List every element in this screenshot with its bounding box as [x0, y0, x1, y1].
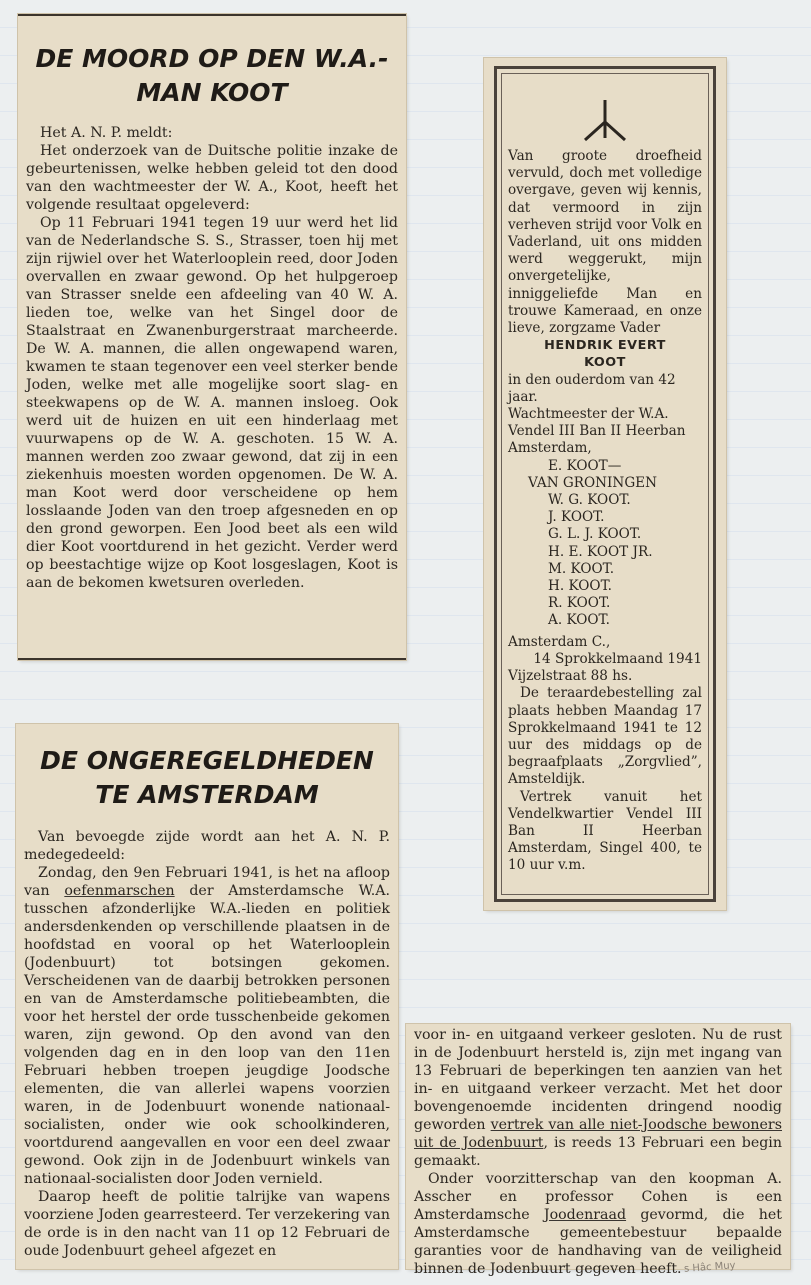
underlined-phrase: vertrek van alle niet-Joodsche bewoners uit de Jodenbuurt	[414, 1117, 782, 1151]
article-paragraph: voor in- en uitgaand verkeer gesloten. Nu de rust in de Jodenbuurt hersteld is, zijn met ingang van 13 Februari de beperkingen ten aanzien van het in- en uitgaand verkeer verzacht. Met het door bovengenoemde incidenten dringend noodig geworden vertrek van alle niet-Joodsche bewoners uit de Jodenbuurt, is reeds 13 Februari een begin gemaakt.	[414, 1027, 782, 1169]
notice-intro: Van groote droefheid vervuld, doch met volledige overgave, geven wij kennis, dat vermoord in zijn verheven strijd voor Volk en Vaderland, uit ons midden werd weggerukt, mijn onvergetelijke, inniggeliefde Man en trouwe Kameraad, en onze lieve, zorgzame Vader	[508, 148, 702, 337]
death-rune-icon	[575, 98, 635, 142]
headline-line-1: DE ONGEREGELDHEDEN	[40, 746, 374, 775]
news-agency-line: Het A. N. P. meldt:	[40, 125, 173, 141]
article-body	[18, 116, 406, 592]
mourner-name: H. KOOT.	[548, 578, 612, 595]
article-murder-koot	[18, 14, 406, 660]
mourner-name: M. KOOT.	[548, 560, 615, 577]
article-paragraph: Het onderzoek van de Duitsche politie inzake de gebeurtenissen, welke hebben geleid tot den dood van den wachtmeester der W. A., Koot, heeft het volgende resultaat opgeleverd:	[26, 143, 398, 213]
article-intro: Van bevoegde zijde wordt aan het A. N. P. medegedeeld:	[24, 829, 390, 863]
corner-stamp: s Hâc Muy	[683, 1260, 736, 1275]
mourner-name: G. L. J. KOOT.	[548, 526, 642, 543]
headline-line-1: DE MOORD OP DEN W.A.-	[35, 44, 389, 73]
notice-content	[508, 98, 702, 875]
mourners-list	[508, 458, 702, 630]
funeral-info: De teraardebestelling zal plaats hebben Maandag 17 Sprokkelmaand 1941 te 12 uur des middags op de begraafplaats „Zorgvlied”, Amsteldijk.	[508, 685, 702, 788]
mourner-name: W. G. KOOT.	[548, 492, 631, 509]
notice-address: Vijzelstraat 88 hs.	[508, 668, 633, 685]
mourner-name: J. KOOT.	[548, 509, 605, 526]
deceased-age: in den ouderdom van 42 jaar.	[508, 371, 676, 405]
underlined-phrase: Joodenraad	[543, 1207, 627, 1223]
deceased-name: HENDRIK EVERT	[544, 338, 666, 354]
bottom-rule	[18, 658, 406, 660]
mourner-name: A. KOOT.	[548, 612, 610, 629]
death-notice	[484, 58, 726, 910]
article-disturbances	[16, 724, 398, 1269]
article-paragraph: Zondag, den 9en Februari 1941, is het na afloop van oefenmarschen der Amsterdamsche W.A. tusschen afzonderlijke W.A.-lieden en politiek andersdenkenden op verschillende plaatsen in de hoofdstad en vooral op het Waterlooplein (Jodenbuurt) tot botsingen gekomen. Verscheidenen van de daarbij betrokken personen en van de Amsterdamsche politiebeambten, die voor het herstel der orde tusschenbeide gekomen waren, zijn gewond. Op den avond van den volgenden dag en in den loop van den 11en Februari hebben troepen jeugdige Joodsche elementen, die van allerlei wapens voorzien waren, in de Jodenbuurt wonende nationaal-socialisten, onder wie ook schoolkinderen, voortdurend aangevallen en voor een deel zwaar gewond. Ook zijn in de Jodenbuurt winkels van nationaal-socialisten door Joden vernield.	[24, 865, 390, 1187]
article-continuation	[406, 1024, 790, 1277]
article-headline	[16, 724, 398, 822]
deceased-rank: Wachtmeester der W.A. Vendel III Ban II Heerban Amsterdam,	[508, 406, 686, 457]
deceased-surname: KOOT	[584, 355, 626, 371]
article-body	[16, 822, 398, 1260]
mourner-name: VAN GRONINGEN	[528, 474, 658, 491]
mourner-name: R. KOOT.	[548, 595, 611, 612]
article-paragraph: Op 11 Februari 1941 tegen 19 uur werd het lid van de Nederlandsche S. S., Strasser, toen hij met zijn rijwiel over het Waterlooplein reed, door Joden overvallen en zwaar gewond. Op het hulpgeroep van Strasser snelde een afdeeling van 40 W. A. lieden toe, welke van het Singel door de Staalstraat en Zwanenburgerstraat marcheerde. De W. A. mannen, die allen ongewapend waren, kwamen te staan tegenover een veel sterker bende Joden, welke met alle mogelijke soort slag- en steekwapens op de W. A. mannen insloeg. Ook werd uit de huizen en uit een hinderlaag met vuurwapens op de W. A. geschoten. 15 W. A. mannen werden zoo zwaar gewond, dat zij in een ziekenhuis moesten worden opgenomen. De W. A. man Koot werd door verscheidene op hem losslaande Joden van den troep afgesneden en op den grond geworpen. Een Jood beet als een wild dier Koot voortdurend in het gezicht. Verder werd op beestachtige wijze op Koot losgeslagen, Koot is aan de bekomen kwetsuren overleden.	[26, 215, 398, 591]
headline-line-2: TE AMSTERDAM	[95, 780, 319, 809]
notice-date: 14 Sprokkelmaand 1941	[533, 650, 702, 667]
top-rule	[18, 14, 406, 16]
underlined-phrase: oefenmarschen	[64, 883, 175, 899]
continuation-body	[406, 1024, 790, 1278]
mourner-name: E. KOOT—	[548, 457, 622, 474]
article-headline	[18, 14, 406, 116]
mourner-name: H. E. KOOT JR.	[548, 543, 653, 560]
departure-info: Vertrek vanuit het Vendelkwartier Vendel III Ban II Heerban Amsterdam, Singel 400, te 10 uur v.m.	[508, 788, 702, 874]
notice-place: Amsterdam C.,	[508, 633, 611, 650]
headline-line-2: MAN KOOT	[136, 78, 288, 107]
article-paragraph: Onder voorzitterschap van den koopman A. Asscher en professor Cohen is een Amsterdamsche Joodenraad gevormd, die het Amsterdamsche gemeentebestuur bepaalde garanties voor de handhaving van de veiligheid binnen de Jodenbuurt gegeven heeft.	[414, 1171, 782, 1277]
article-paragraph: Daarop heeft de politie talrijke van wapens voorziene Joden gearresteerd. Ter verzekering van de orde is in den nacht van 11 op 12 Februari de oude Jodenbuurt geheel afgezet en	[24, 1189, 391, 1259]
